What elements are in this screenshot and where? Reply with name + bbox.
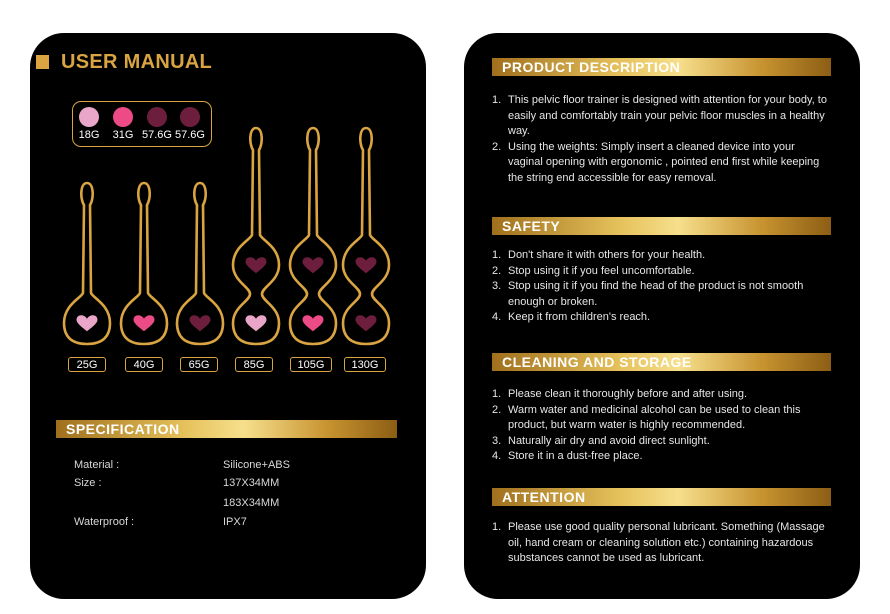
- heart-icon: [246, 315, 267, 331]
- list-item-text: Naturally air dry and avoid direct sunlight.: [508, 434, 710, 447]
- product-info-card: [464, 33, 860, 599]
- list-item-number: 2.: [492, 264, 502, 277]
- trainer-outline: [343, 128, 389, 344]
- list-item: [492, 434, 830, 450]
- list-item-number: 1.: [492, 249, 502, 261]
- weight-label-3: 57.6G: [142, 129, 172, 141]
- list-item: [492, 310, 830, 326]
- list-item: [492, 279, 830, 310]
- trainers-illustration: [30, 33, 426, 363]
- list-item: [492, 264, 830, 280]
- list-item-number: 3.: [492, 434, 502, 447]
- waterproof-label: Waterproof :: [74, 516, 135, 528]
- weight-label-2: 31G: [112, 129, 134, 141]
- attention-heading: ATTENTION: [492, 488, 831, 506]
- list-item: [492, 140, 830, 187]
- safety-list: [492, 248, 830, 326]
- list-item-text: Stop using it if you find the head of the product is not smooth enough or broken.: [508, 280, 804, 308]
- attention-list: [492, 520, 830, 567]
- list-item-number: 1.: [492, 388, 502, 400]
- cleaning-storage-heading: CLEANING AND STORAGE: [492, 353, 831, 371]
- heart-icon: [303, 315, 324, 331]
- list-item: [492, 520, 830, 567]
- size-label: Size :: [74, 477, 102, 489]
- list-item: [492, 248, 830, 264]
- list-item-text: Using the weights: Simply insert a cleaned device into your vaginal opening with ergonomic , pointed end first while keeping the string end accessible for easy removal.: [508, 140, 820, 184]
- trainer-tag-2: 40G: [125, 357, 163, 372]
- heart-icon: [190, 315, 211, 331]
- list-item: [492, 403, 830, 434]
- size-value-2: 183X34MM: [223, 497, 280, 509]
- heart-icon: [356, 257, 377, 273]
- list-item-number: 1.: [492, 521, 502, 533]
- trainer-tag-4: 85G: [235, 357, 273, 372]
- list-item-number: 4.: [492, 311, 502, 323]
- material-value: Silicone+ABS: [223, 459, 290, 471]
- waterproof-value: IPX7: [223, 516, 247, 528]
- list-item-text: This pelvic floor trainer is designed with attention for your body, to easily and comfortably train your pelvic floor muscles in a healthy way.: [508, 94, 827, 137]
- trainer-tag-3: 65G: [180, 357, 218, 372]
- product-description-list: [492, 93, 830, 186]
- list-item-text: Store it in a dust-free place.: [508, 450, 643, 462]
- list-item-text: Keep it from children's reach.: [508, 311, 651, 323]
- list-item-text: Don't share it with others for your health.: [508, 249, 706, 261]
- safety-heading: SAFETY: [492, 217, 831, 235]
- list-item-number: 2.: [492, 403, 502, 416]
- cleaning-storage-list: [492, 387, 830, 465]
- weight-label-1: 18G: [78, 129, 100, 141]
- trainer-tag-6: 130G: [344, 357, 386, 372]
- list-item: [492, 449, 830, 465]
- heart-icon: [77, 315, 98, 331]
- list-item-text: Warm water and medicinal alcohol can be used to clean this product, but warm water is highly recommended.: [508, 403, 801, 431]
- list-item: [492, 387, 830, 403]
- manual-title-text: USER MANUAL: [61, 50, 213, 73]
- material-label: Material :: [74, 459, 120, 471]
- heart-icon: [356, 315, 377, 331]
- list-item-number: 2.: [492, 140, 502, 153]
- size-value-1: 137X34MM: [223, 477, 280, 489]
- heart-icon: [303, 257, 324, 273]
- list-item-number: 4.: [492, 450, 502, 462]
- list-item-number: 3.: [492, 280, 502, 292]
- trainer-tag-1: 25G: [68, 357, 106, 372]
- list-item-text: Please use good quality personal lubricant. Something (Massage oil, hand cream or cleaning solution etc.) containing hazardous substances cannot be used as lubricant.: [508, 521, 825, 564]
- list-item-number: 1.: [492, 94, 502, 106]
- list-item: [492, 93, 830, 140]
- user-manual-card: [30, 33, 426, 599]
- specification-heading: SPECIFICATION: [56, 420, 397, 438]
- list-item-text: Please clean it thoroughly before and after using.: [508, 388, 748, 400]
- trainer-outline: [233, 128, 279, 344]
- weight-label-4: 57.6G: [175, 129, 205, 141]
- list-item-text: Stop using it if you feel uncomfortable.: [508, 264, 695, 277]
- heart-icon: [134, 315, 155, 331]
- trainer-tag-5: 105G: [290, 357, 332, 372]
- trainer-outline: [290, 128, 336, 344]
- heart-icon: [246, 257, 267, 273]
- product-description-heading: PRODUCT DESCRIPTION: [492, 58, 831, 76]
